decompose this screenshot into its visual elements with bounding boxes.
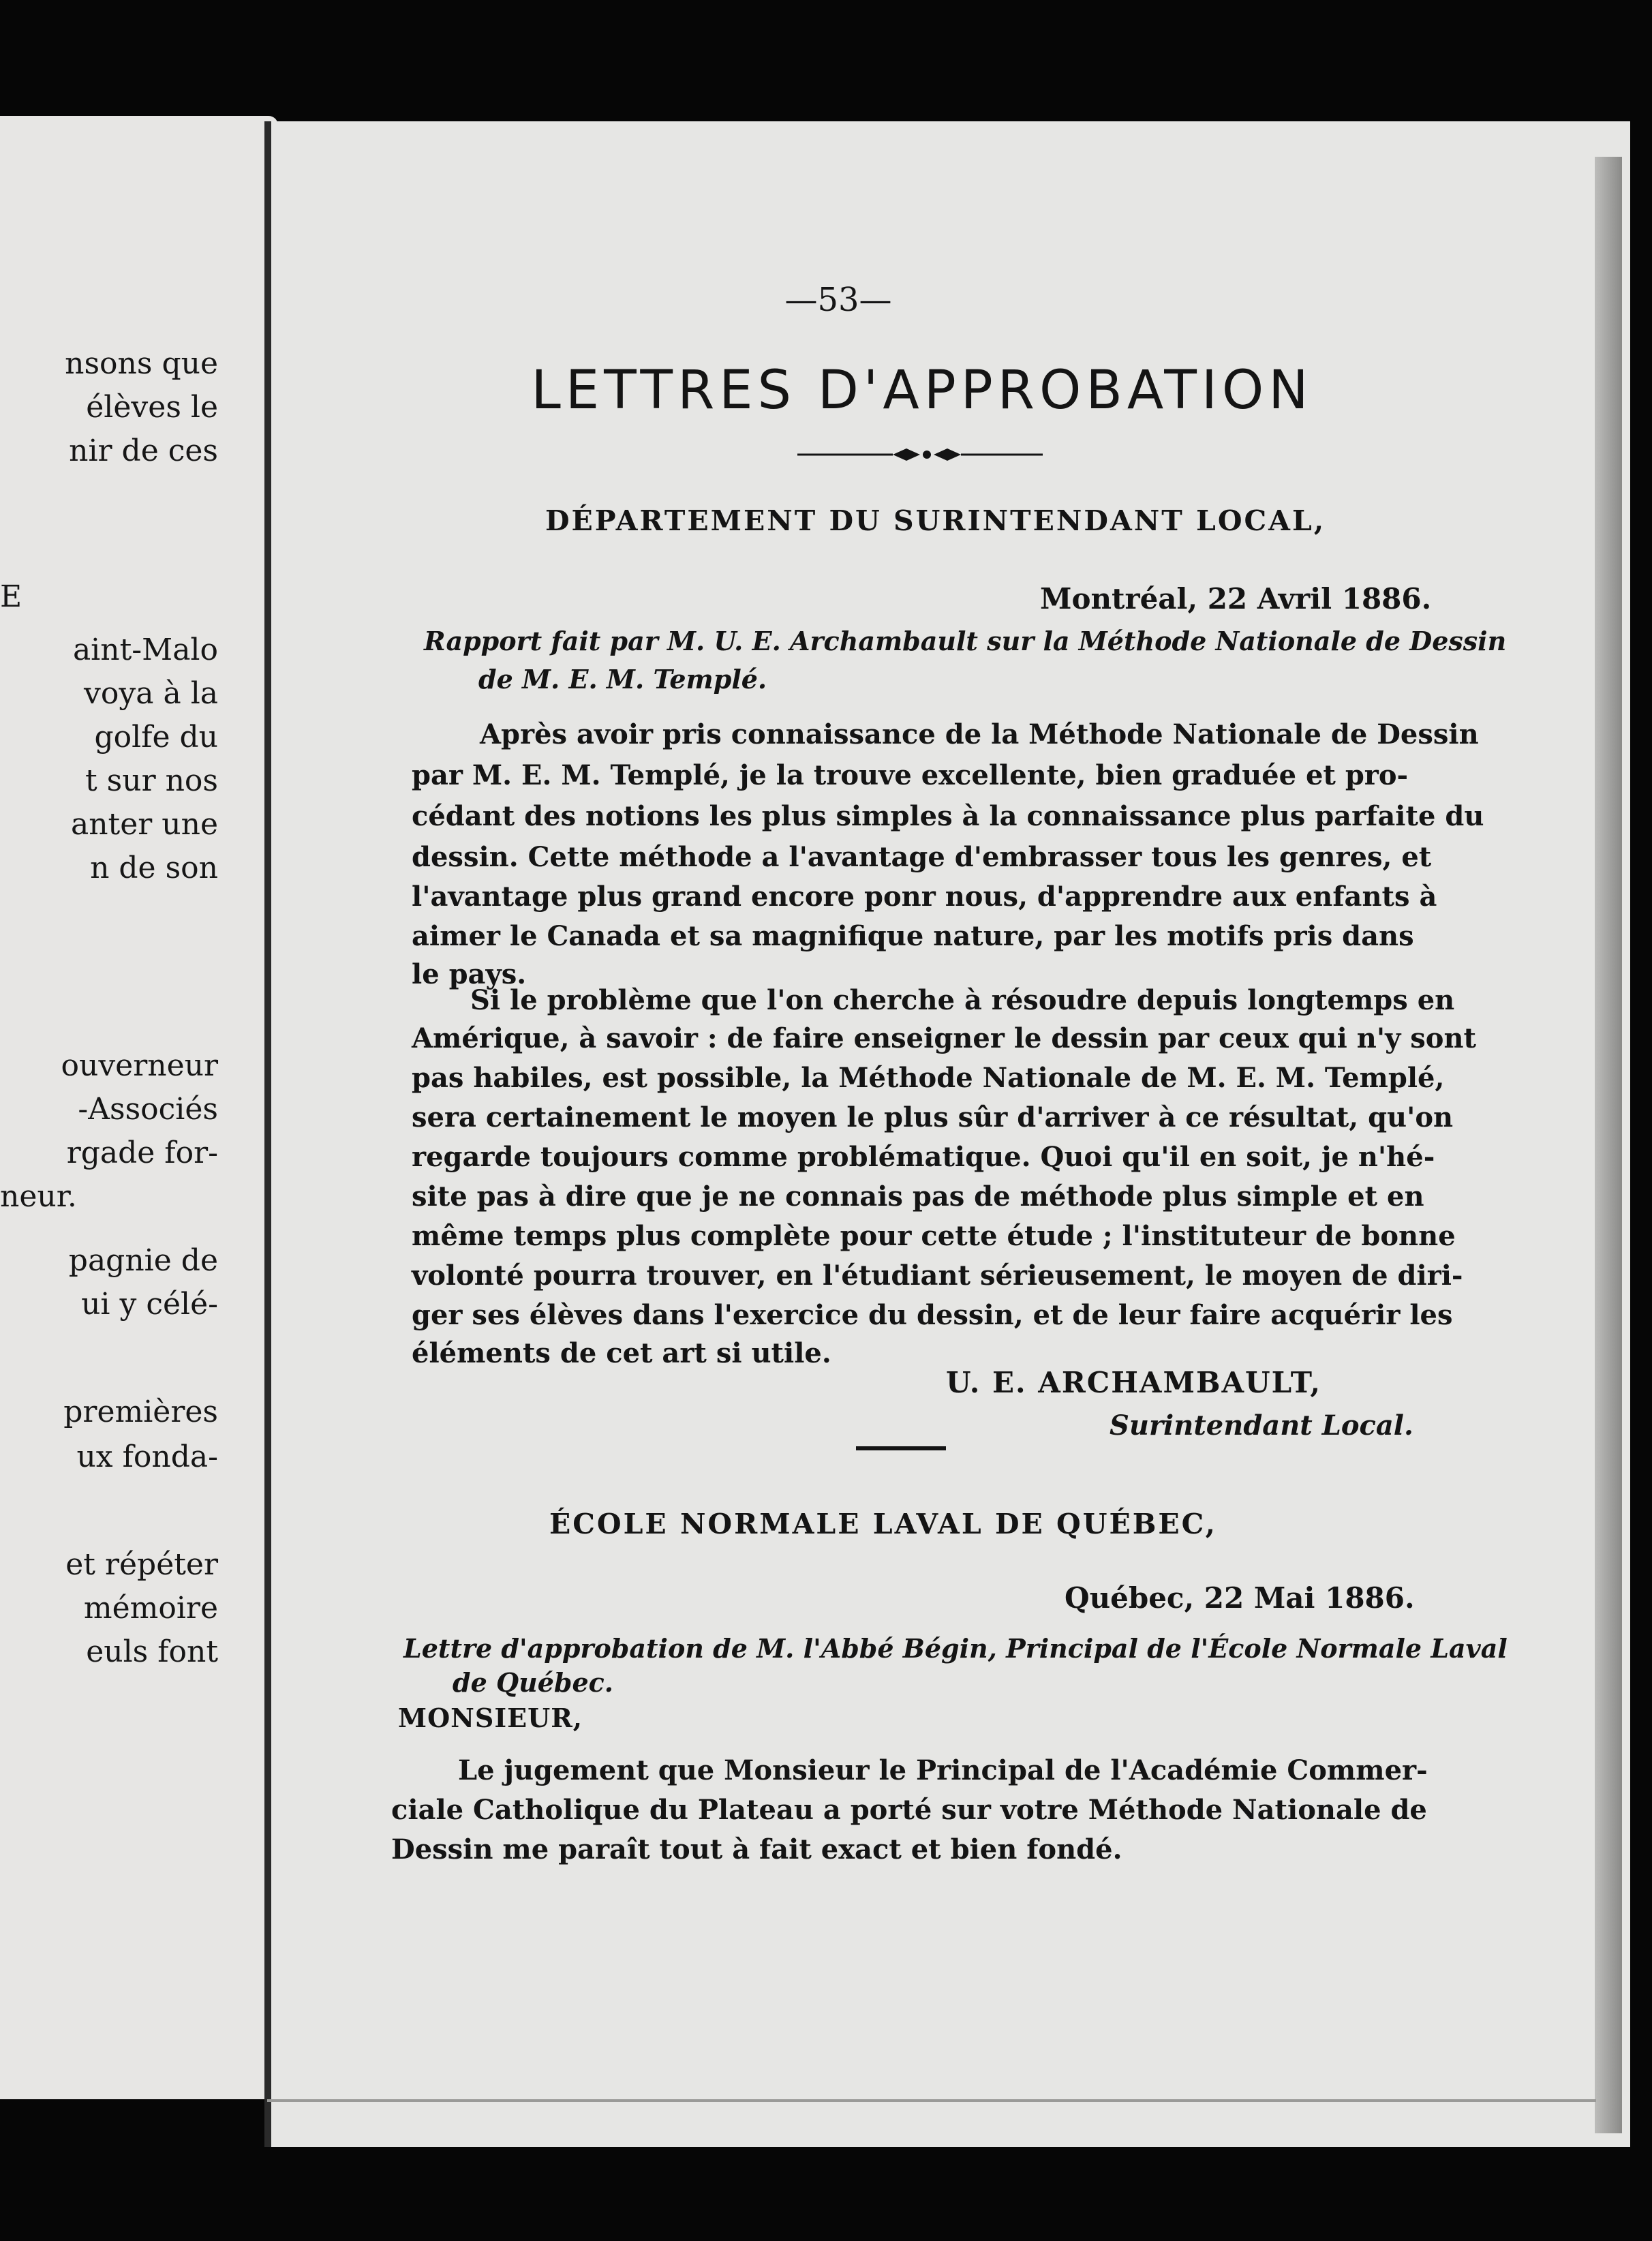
body-line: dessin. Cette méthode a l'avantage d'embrasser tous les genres, et <box>412 841 1432 873</box>
body-line: Si le problème que l'on cherche à résoudre depuis longtemps en <box>470 984 1455 1016</box>
left-page-line: élèves le <box>86 390 218 425</box>
left-page-line: neur. <box>0 1179 77 1214</box>
letter-caption: de Québec. <box>453 1667 613 1698</box>
body-line: même temps plus complète pour cette étude ; l'instituteur de bonne <box>412 1220 1456 1252</box>
body-line: sera certainement le moyen le plus sûr d'arriver à ce résultat, qu'on <box>412 1101 1454 1133</box>
signature-title: Surintendant Local. <box>1110 1409 1413 1442</box>
left-page-line: golfe du <box>94 720 218 754</box>
body-line: Amérique, à savoir : de faire enseigner le dessin par ceux qui n'y sont <box>412 1022 1477 1054</box>
salutation: MONSIEUR, <box>398 1703 583 1733</box>
page-title: LETTRES D'APPROBATION <box>531 360 1313 421</box>
body-line: cédant des notions les plus simples à la connaissance plus parfaite du <box>412 800 1484 832</box>
left-page-line: premières <box>63 1394 218 1429</box>
report-caption: Rapport fait par M. U. E. Archambault sur la Méthode Nationale de Dessin <box>424 626 1507 656</box>
body-line: l'avantage plus grand encore ponr nous, d'apprendre aux enfants à <box>412 881 1437 913</box>
dateline-quebec: Québec, 22 Mai 1886. <box>1065 1581 1415 1615</box>
body-line: Le jugement que Monsieur le Principal de l'Académie Commer- <box>458 1754 1428 1786</box>
signature-name: U. E. ARCHAMBAULT, <box>946 1366 1322 1399</box>
body-line: éléments de cet art si utile. <box>412 1337 831 1369</box>
page-bottom-edge <box>267 2099 1596 2102</box>
left-page-line: t sur nos <box>85 763 218 798</box>
left-page-line: pagnie de <box>68 1243 218 1278</box>
body-line: site pas à dire que je ne connais pas de méthode plus simple et en <box>412 1180 1424 1213</box>
left-page-line: rgade for- <box>66 1135 218 1170</box>
left-page-line: E <box>0 579 22 614</box>
left-page-line: voya à la <box>84 676 218 711</box>
body-line: Après avoir pris connaissance de la Méthode Nationale de Dessin <box>480 718 1479 750</box>
left-page-line: mémoire <box>83 1591 218 1626</box>
left-page-line: aint-Malo <box>72 632 218 667</box>
left-page-line: ouverneur <box>61 1048 218 1083</box>
body-line: le pays. <box>412 958 527 990</box>
section-heading-departement: DÉPARTEMENT DU SURINTENDANT LOCAL, <box>545 504 1326 537</box>
left-page-line: -Associés <box>78 1092 218 1127</box>
left-page-line: ux fonda- <box>76 1439 218 1474</box>
left-page-line: anter une <box>70 807 218 842</box>
report-caption: de M. E. M. Templé. <box>478 664 767 695</box>
body-line: par M. E. M. Templé, je la trouve excellente, bien graduée et pro- <box>412 759 1409 791</box>
body-line: regarde toujours comme problématique. Quoi qu'il en soit, je n'hé- <box>412 1141 1435 1173</box>
left-page-line: n de son <box>90 851 218 885</box>
previous-page <box>0 116 278 2099</box>
body-line: volonté pourra trouver, en l'étudiant sérieusement, le moyen de diri- <box>412 1260 1463 1292</box>
ornament-divider-icon <box>797 443 1043 466</box>
dateline-montreal: Montréal, 22 Avril 1886. <box>1040 582 1432 615</box>
left-page-line: nsons que <box>65 346 218 381</box>
letter-caption: Lettre d'approbation de M. l'Abbé Bégin, Principal de l'École Normale Laval <box>403 1633 1508 1664</box>
left-page-line: nir de ces <box>69 433 218 468</box>
body-line: pas habiles, est possible, la Méthode Nationale de M. E. M. Templé, <box>412 1062 1445 1094</box>
section-separator <box>856 1446 946 1450</box>
body-line: ger ses élèves dans l'exercice du dessin, et de leur faire acquérir les <box>412 1299 1453 1331</box>
left-page-line: et répéter <box>65 1547 218 1582</box>
body-line: ciale Catholique du Plateau a porté sur votre Méthode Nationale de <box>391 1794 1427 1826</box>
body-line: aimer le Canada et sa magnifique nature, par les motifs pris dans <box>412 920 1414 952</box>
left-page-line: ui y célé- <box>81 1287 218 1322</box>
section-heading-ecole-normale: ÉCOLE NORMALE LAVAL DE QUÉBEC, <box>549 1508 1217 1540</box>
body-line: Dessin me paraît tout à fait exact et bien fondé. <box>391 1833 1122 1865</box>
page-edge-shadow <box>1595 157 1622 2133</box>
left-page-line: euls font <box>86 1634 218 1669</box>
page-number: —53— <box>784 281 892 319</box>
